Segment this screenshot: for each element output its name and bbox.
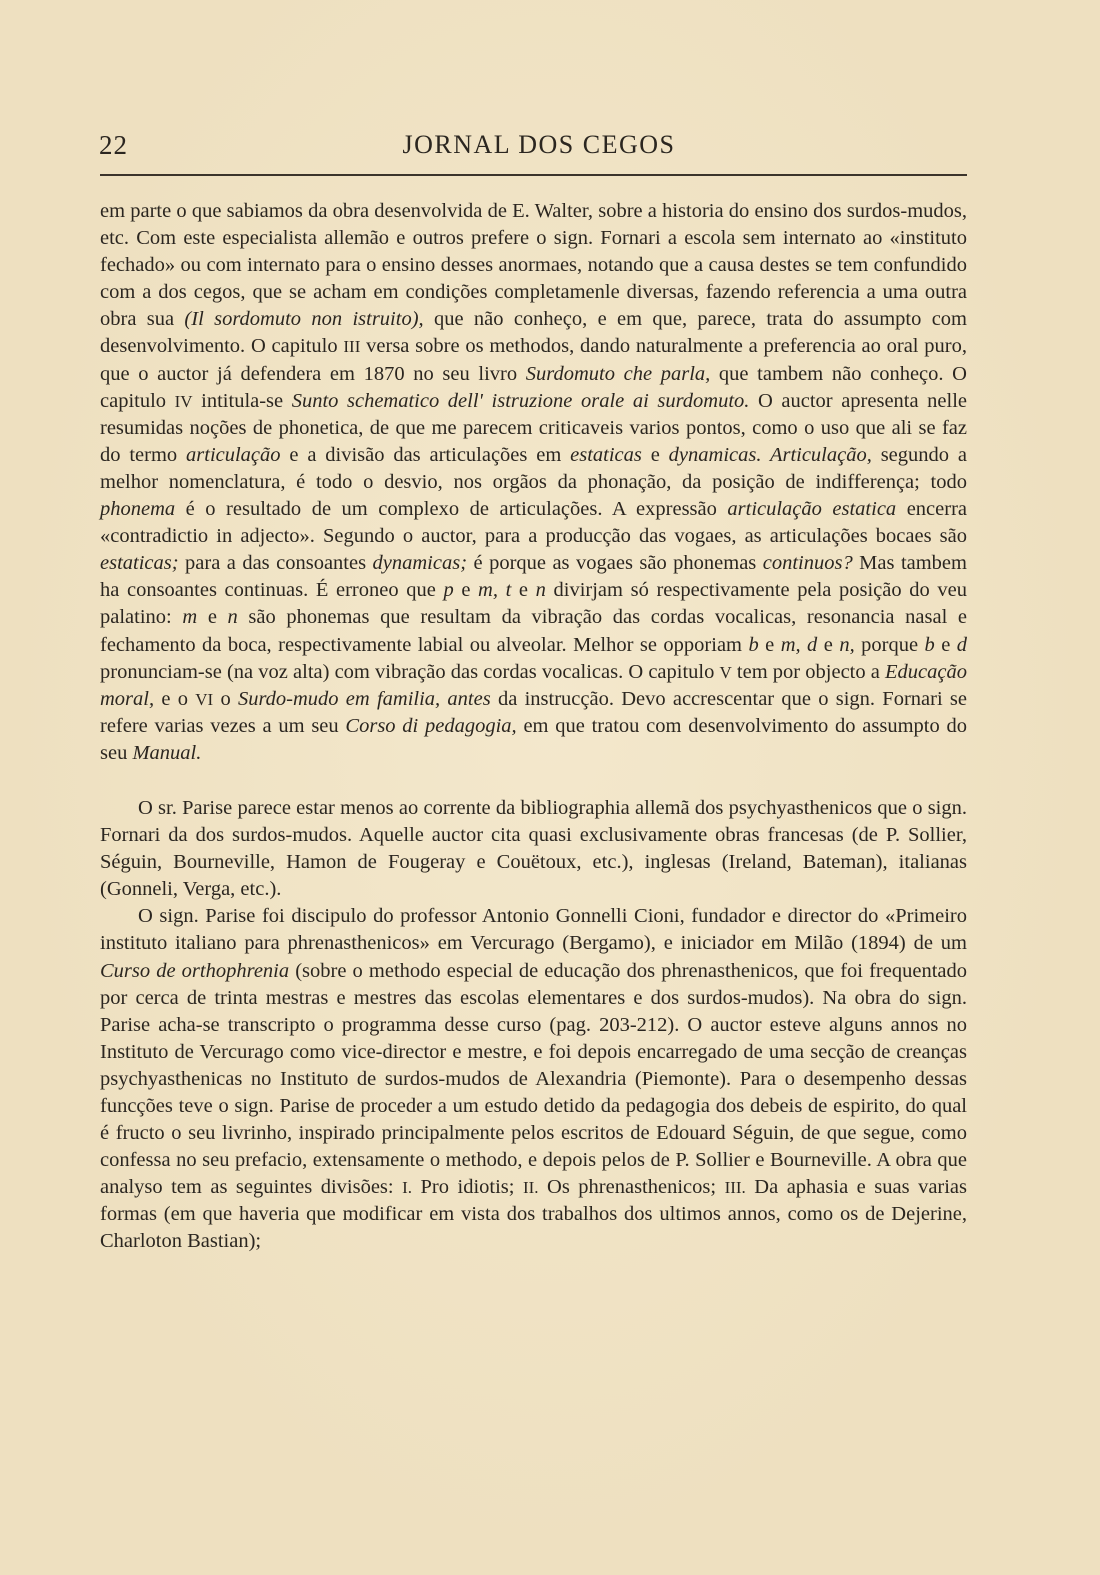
phoneme: n [227, 606, 238, 629]
phoneme: p [443, 579, 454, 602]
body-text [100, 198, 967, 1256]
course-title: Curso de orthophrenia [100, 959, 290, 982]
book-title: (Il sordomuto non istruito), [184, 308, 424, 331]
phoneme: m, d [780, 633, 818, 656]
running-title: JORNAL DOS CEGOS [402, 130, 676, 159]
page-header [99, 126, 969, 166]
phoneme: n, [839, 633, 855, 656]
term: articulação estatica [727, 498, 897, 521]
phoneme: d [956, 633, 967, 656]
phoneme: m, t [478, 579, 512, 602]
phoneme: b [924, 633, 935, 656]
header-rule [100, 174, 967, 176]
paragraph-1: em parte o que sabiamos da obra desenvolvida de E. Walter, sobre a historia do ensino dos surdos-mudos, etc. Com este especialista allemão e outros prefere o sign. Fornari a escola sem internato ao «instituto fechado» ou com internato para o ensino desses anormaes, notando que a causa destes se tem confundido com a dos cegos, que se acham em condições completamenle diversas, fazendo referencia a uma outra obra sua (Il sordomuto non istruito), que não conheço, e em que, parece, trata do assumpto com desenvolvimento. O capitulo III versa sobre os methodos, dando naturalmente a preferencia ao oral puro, que o auctor já defendera em 1870 no seu livro Surdomuto che parla, que tambem não conheço. O capitulo IV intitula-se Sunto schematico dell' istruzione orale ai surdomuto. O auctor apresenta nelle resumidas noções de phonetica, de que me parecem criticaveis varios pontos, como o uso que ali se faz do termo articulação e a divisão das articulações em estaticas e dynamicas. Articulação, segundo a melhor nomenclatura, é todo o desvio, nos orgãos da phonação, da posição de indifferença; todo phonema é o resultado de um complexo de articulações. A expressão articulação estatica encerra «contradictio in adjecto». Segundo o auctor, para a producção das vogaes, as articulações bocaes são estaticas; para a das consoantes dynamicas; é porque as vogaes são phonemas continuos? Mas tambem ha consoantes continuas. É erroneo que p e m, t e n divirjam só respectivamente pela posição do veu palatino: m e n são phonemas que resultam da vibração das cordas vocalicas, resonancia nasal e fechamento da boca, respectivamente labial ou alveolar. Melhor se opporiam b e m, d e n, porque b e d pronunciam-se (na voz alta) com vibração das cordas vocalicas. O capitulo V tem por objecto a Educação moral, e o VI o Surdo-mudo em familia, antes da instrucção. Devo accrescentar que o sign. Fornari se refere varias vezes a um seu Corso di pedagogia, em que tratou com desenvolvimento do assumpto do seu Manual. [100, 200, 968, 764]
page-number: 22 [99, 130, 128, 160]
term: continuos? [762, 552, 853, 575]
chapter-title: Surdo-mudo em familia, antes [237, 687, 491, 710]
book-title: Manual. [132, 741, 202, 764]
chapter-numeral: V [719, 662, 732, 682]
term: dynamicas. Articulação, [668, 443, 872, 466]
chapter-numeral: III [343, 337, 361, 357]
section-numeral: III. [724, 1178, 746, 1198]
phoneme: m [182, 606, 198, 629]
chapter-numeral: IV [174, 391, 193, 411]
paragraph-3: O sign. Parise foi discipulo do professor Antonio Gonnelli Cioni, fundador e director do «Primeiro instituto italiano para phrenasthenicos» em Vercurago (Bergamo), e iniciador em Milão (1894) de um Curso de orthophrenia (sobre o methodo especial de educação dos phrenasthenicos, que foi frequentado por cerca de trinta mestras e mestres das escolas elementares e dos surdos-mudos). Na obra do sign. Parise acha-se transcripto o programma desse curso (pag. 203-212). O auctor esteve alguns annos no Instituto de Vercurago como vice-director e mestre, e foi depois encarregado de uma secção de creanças psychyasthenicas no Instituto de surdos-mudos de Alexandria (Piemonte). Para o desempenho dessas funcções teve o sign. Parise de proceder a um estudo detido da pedagogia dos debeis de espirito, do qual é fructo o seu livrinho, inspirado principalmente pelos escritos de Edouard Séguin, de que segue, como confessa no seu prefacio, extensamente o methodo, e depois pelos de P. Sollier e Bourneville. A obra que analyso tem as seguintes divisões: I. Pro idiotis; II. Os phrenasthenicos; III. Da aphasia e suas varias formas (em que haveria que modificar em vista dos trabalhos dos ultimos annos, como os de Dejerine, Charloton Bastian); [100, 905, 968, 1253]
paragraph-2: O sr. Parise parece estar menos ao corrente da bibliographia allemã dos psychyasthenicos que o sign. Fornari da dos surdos-mudos. Aquelle auctor cita quasi exclusivamente obras francesas (de P. Sollier, Séguin, Bourneville, Hamon de Fougeray e Couëtoux, etc.), inglesas (Ireland, Bateman), italianas (Gonneli, Verga, etc.). [100, 796, 967, 901]
book-title: Surdomuto che parla, [525, 362, 711, 385]
book-title: Corso di pedagogia, [345, 714, 517, 737]
chapter-numeral: VI [195, 689, 214, 709]
phoneme: n [535, 579, 546, 602]
term: articulação [186, 443, 281, 466]
chapter-title: Educação moral, [100, 660, 967, 710]
term: estaticas; [100, 552, 179, 575]
section-numeral: II. [522, 1178, 539, 1198]
phoneme: b [748, 633, 759, 656]
term: estaticas [570, 443, 642, 466]
term: phonema [100, 498, 176, 521]
term: dynamicas; [372, 552, 468, 575]
section-numeral: I. [402, 1178, 413, 1198]
chapter-title: Sunto schematico dell' istruzione orale ai surdomuto. [291, 389, 750, 412]
